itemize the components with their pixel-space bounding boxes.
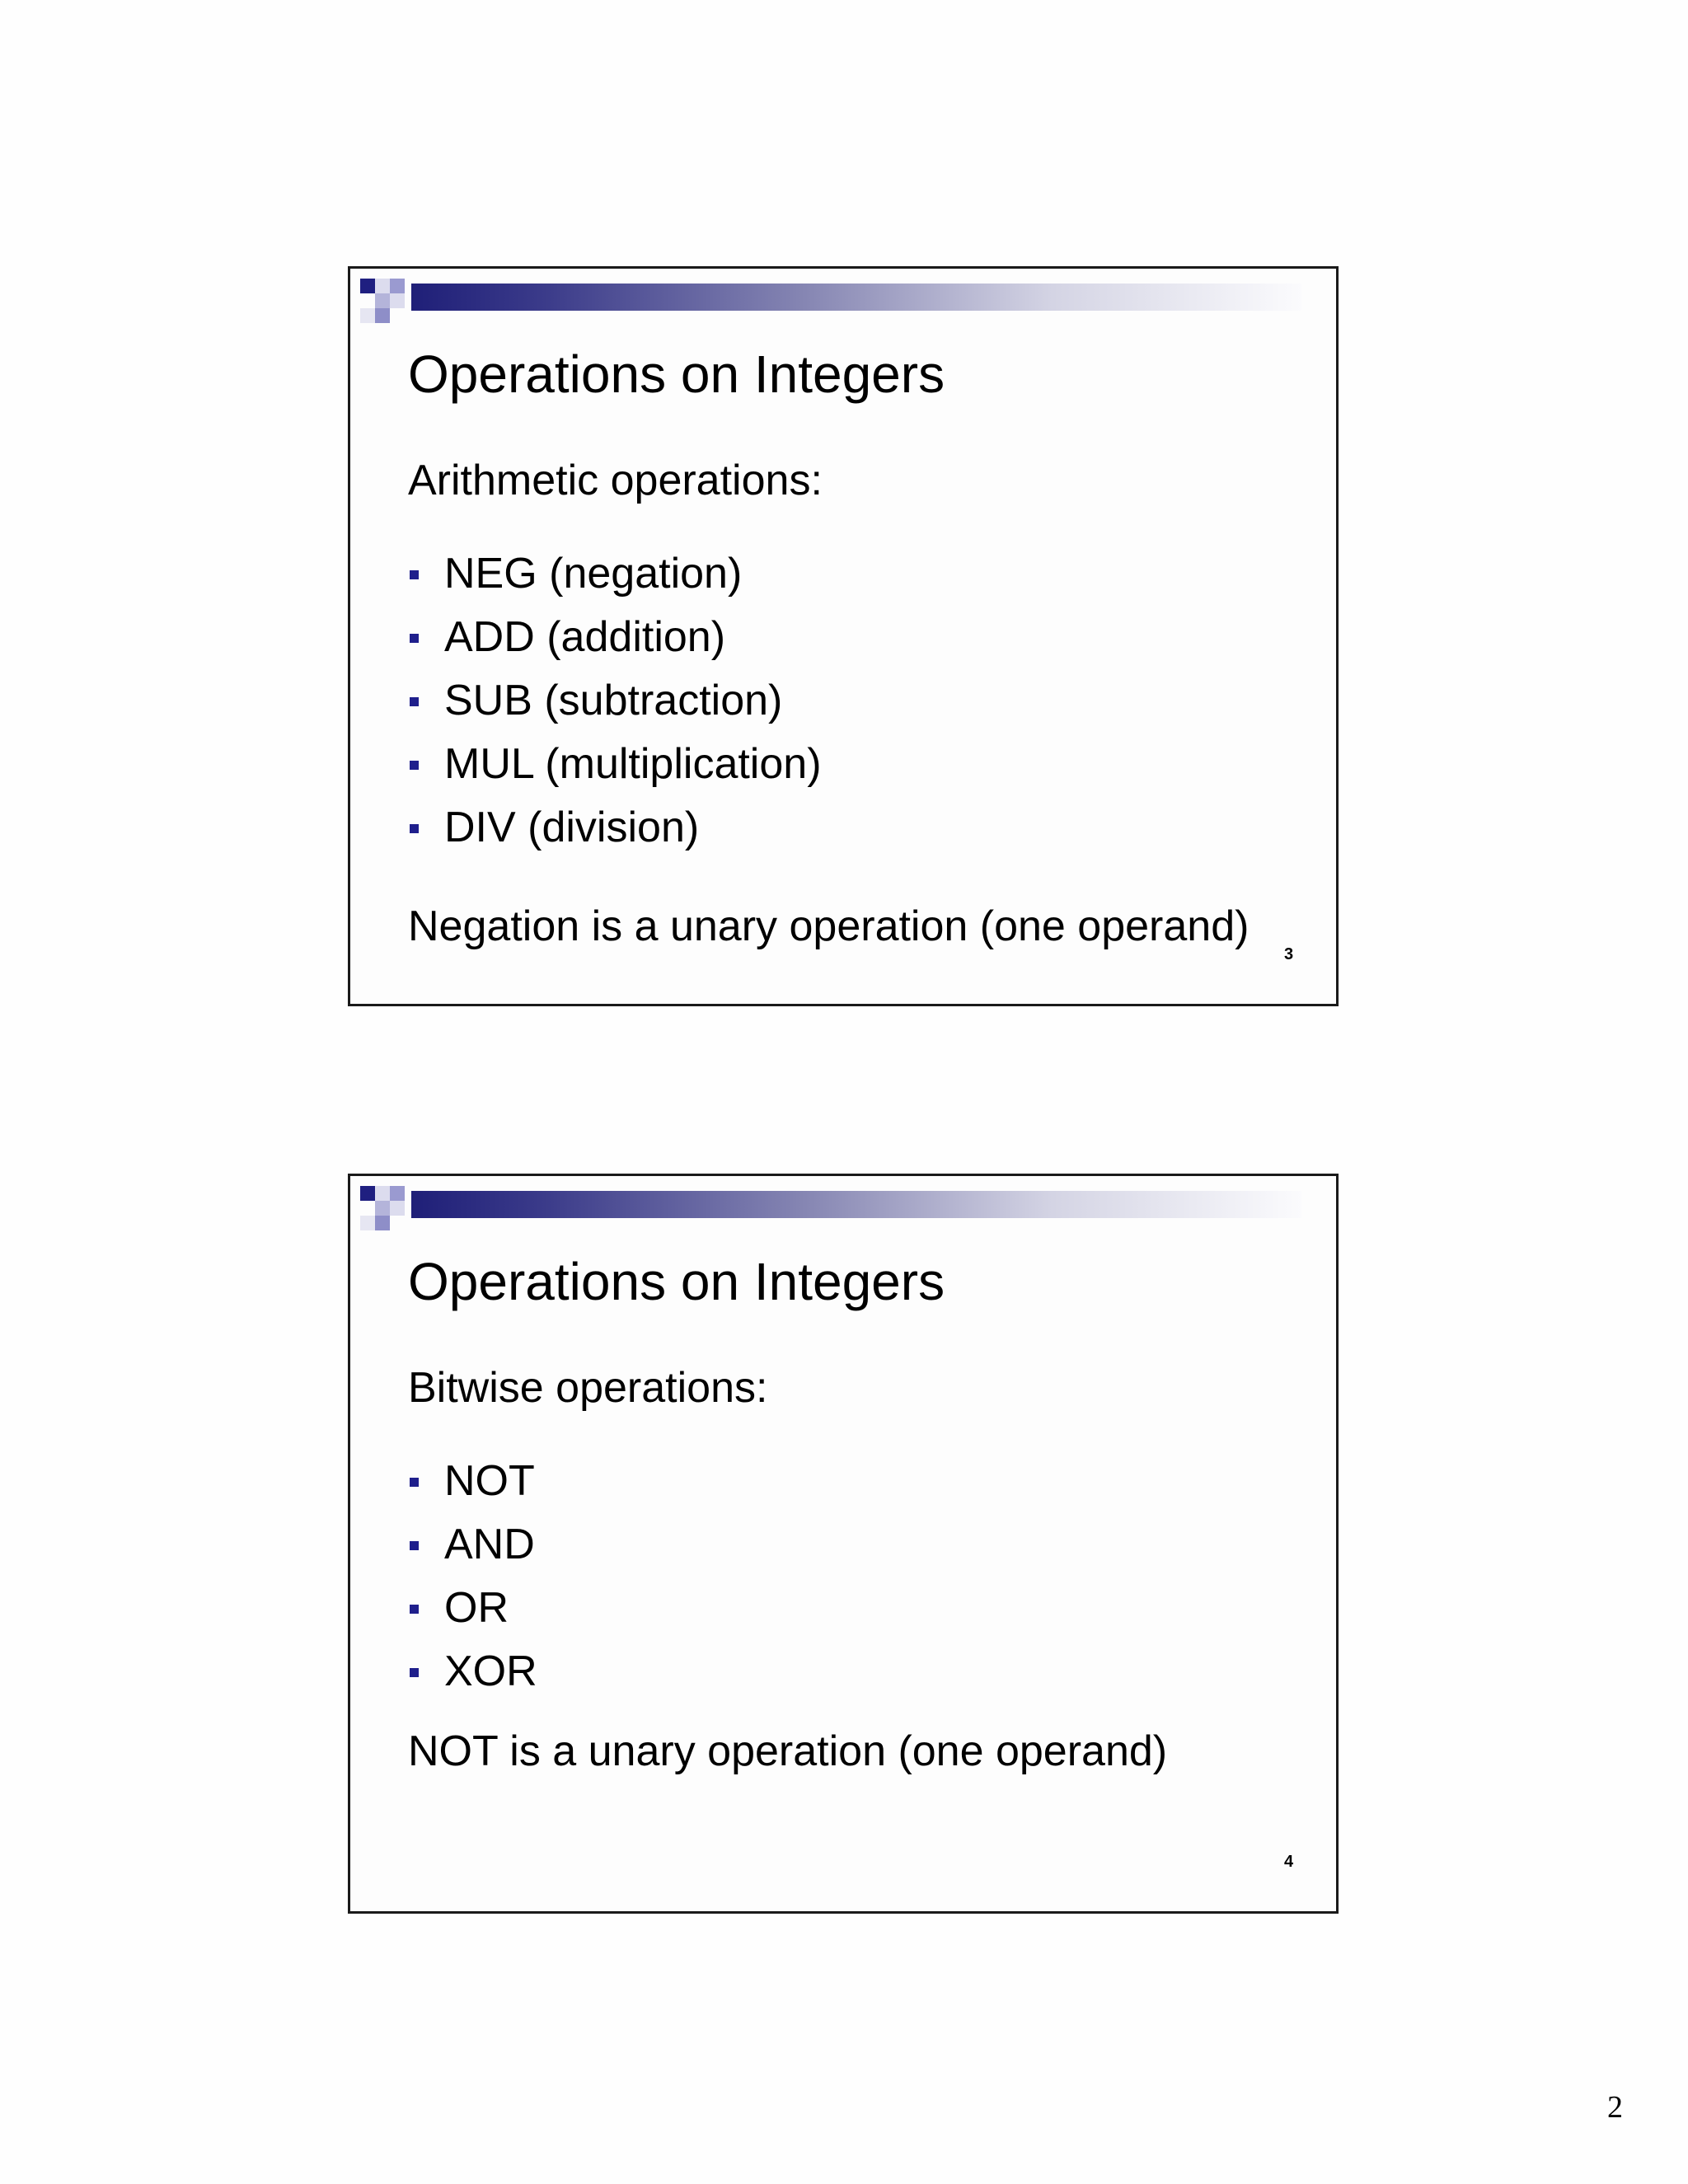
header-pixel [390, 293, 405, 308]
slide-note: Negation is a unary operation (one operand) [408, 902, 1250, 950]
bullet-list [408, 547, 822, 865]
header-pixel [375, 308, 390, 323]
square-bullet-icon [410, 761, 419, 770]
header-gradient-bar [411, 1191, 1301, 1218]
square-bullet-icon [410, 634, 419, 643]
slide-intro: Arithmetic operations: [408, 457, 823, 504]
square-bullet-icon [410, 1541, 419, 1550]
list-item [408, 674, 822, 738]
list-item [408, 738, 822, 801]
list-item [408, 547, 822, 611]
bullet-text: XOR [444, 1647, 537, 1695]
bullet-text: ADD (addition) [444, 613, 726, 661]
bullet-text: DIV (division) [444, 804, 700, 851]
square-bullet-icon [410, 570, 419, 579]
list-item [408, 1582, 537, 1645]
list-item [408, 1518, 537, 1582]
bullet-text: MUL (multiplication) [444, 740, 822, 788]
slide-note: NOT is a unary operation (one operand) [408, 1727, 1168, 1775]
list-item [408, 1645, 537, 1708]
bullet-text: SUB (subtraction) [444, 677, 783, 724]
bullet-text: OR [444, 1584, 509, 1632]
square-bullet-icon [410, 824, 419, 833]
slide-title: Operations on Integers [408, 344, 945, 404]
square-bullet-icon [410, 1478, 419, 1487]
header-pixel [390, 1186, 405, 1201]
header-gradient-bar [411, 284, 1301, 311]
slide-3 [348, 266, 1339, 1006]
slide-header-decoration [350, 1176, 1339, 1242]
header-pixel [390, 1201, 405, 1216]
header-pixel [360, 308, 375, 323]
page-number: 2 [1607, 2090, 1623, 2125]
list-item [408, 611, 822, 674]
header-pixel [390, 279, 405, 293]
header-pixel [375, 1216, 390, 1230]
header-pixel [375, 1186, 390, 1201]
header-pixel [360, 1216, 375, 1230]
slide-title: Operations on Integers [408, 1252, 945, 1311]
header-pixel [375, 293, 390, 308]
slide-number: 3 [1284, 945, 1294, 963]
slide-header-decoration [350, 269, 1339, 335]
bullet-text: NOT [444, 1457, 535, 1505]
list-item [408, 1455, 537, 1518]
header-pixel [360, 279, 375, 293]
list-item [408, 801, 822, 865]
square-bullet-icon [410, 697, 419, 706]
bullet-text: AND [444, 1521, 535, 1568]
bullet-list [408, 1455, 537, 1708]
header-pixel [375, 279, 390, 293]
slide-intro: Bitwise operations: [408, 1364, 768, 1412]
square-bullet-icon [410, 1668, 419, 1677]
slide-4 [348, 1174, 1339, 1914]
square-bullet-icon [410, 1605, 419, 1614]
header-pixel [375, 1201, 390, 1216]
slide-number: 4 [1284, 1853, 1294, 1871]
bullet-text: NEG (negation) [444, 550, 743, 598]
header-pixel [360, 1186, 375, 1201]
